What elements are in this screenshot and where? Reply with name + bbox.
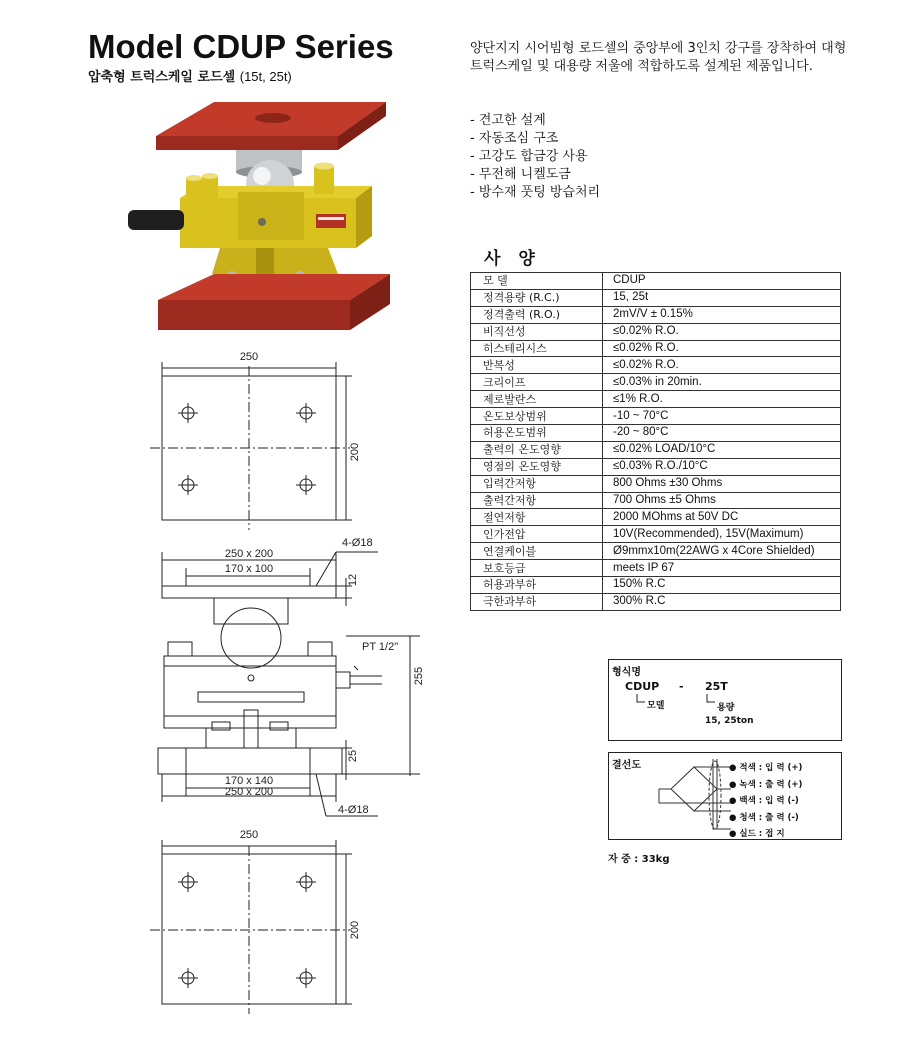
spec-label: 정격출력 (R.O.) bbox=[471, 306, 603, 323]
spec-row bbox=[471, 306, 841, 323]
spec-row bbox=[471, 593, 841, 610]
spec-row bbox=[471, 340, 841, 357]
feature-list bbox=[470, 112, 600, 202]
spec-label: 인가전압 bbox=[471, 526, 603, 543]
spec-value: Ø9mmx10m(22AWG x 4Core Shielded) bbox=[603, 543, 841, 560]
dim-top-height: 200 bbox=[349, 442, 361, 462]
spec-row bbox=[471, 323, 841, 340]
spec-label: 연결케이블 bbox=[471, 543, 603, 560]
spec-label: 허용온도범위 bbox=[471, 425, 603, 442]
feature-item: - 자동조심 구조 bbox=[470, 131, 559, 146]
wire-color: 백색 bbox=[739, 796, 756, 806]
feature-item: - 견고한 설계 bbox=[470, 113, 546, 128]
wire-sep: : bbox=[758, 796, 763, 806]
spec-value: 800 Ohms ±30 Ohms bbox=[603, 475, 841, 492]
dim-bottom-thickness: 25 bbox=[347, 749, 359, 763]
spec-value: 300% R.C bbox=[603, 593, 841, 610]
spec-row bbox=[471, 289, 841, 306]
spec-label: 비직선성 bbox=[471, 323, 603, 340]
capacity-values: 15, 25ton bbox=[705, 716, 754, 726]
model-dash: - bbox=[679, 680, 684, 693]
spec-label: 히스테리시스 bbox=[471, 340, 603, 357]
spec-label: 보호등급 bbox=[471, 560, 603, 577]
spec-row bbox=[471, 543, 841, 560]
dim-total-height: 255 bbox=[413, 666, 425, 686]
spec-value: ≤0.02% R.O. bbox=[603, 357, 841, 374]
subtitle-capacity: (15t, 25t) bbox=[239, 69, 292, 84]
wire-role: 출 력 (-) bbox=[765, 812, 799, 823]
wire-sep: : bbox=[758, 812, 763, 823]
wire-row: ● 청색 : 출 력 (-) bbox=[729, 812, 799, 823]
feature-item: - 고강도 합금강 사용 bbox=[470, 149, 588, 164]
model-code: CDUP bbox=[625, 680, 660, 693]
wire-color: 녹색 bbox=[739, 779, 756, 790]
spec-row bbox=[471, 391, 841, 408]
technical-drawing bbox=[120, 340, 440, 1020]
spec-value: ≤0.02% R.O. bbox=[603, 340, 841, 357]
wire-role: 입 력 (-) bbox=[765, 796, 799, 806]
model-designation-box bbox=[608, 659, 842, 741]
spec-value: ≤0.03% in 20min. bbox=[603, 374, 841, 391]
spec-value: ≤1% R.O. bbox=[603, 391, 841, 408]
spec-label: 절연저항 bbox=[471, 509, 603, 526]
spec-value: 2mV/V ± 0.15% bbox=[603, 306, 841, 323]
spec-row bbox=[471, 425, 841, 442]
spec-label: 극한과부하 bbox=[471, 593, 603, 610]
self-weight: 자 중 : 33kg bbox=[608, 854, 670, 865]
dim-top-width: 250 bbox=[239, 351, 259, 363]
dim-thread: PT 1/2" bbox=[362, 641, 399, 653]
dim-top-thickness: 12 bbox=[347, 573, 359, 587]
spec-label: 입력간저항 bbox=[471, 475, 603, 492]
spec-row bbox=[471, 492, 841, 509]
spec-value: 700 Ohms ±5 Ohms bbox=[603, 492, 841, 509]
wire-color: 적색 bbox=[739, 763, 756, 773]
dim-top-holes: 170 x 100 bbox=[224, 563, 274, 575]
wire-row: ● 녹색 : 출 력 (+) bbox=[729, 779, 803, 790]
spec-value: 150% R.C bbox=[603, 577, 841, 594]
feature-item: - 무전해 니켈도금 bbox=[470, 167, 571, 182]
spec-row bbox=[471, 357, 841, 374]
spec-value: -20 ~ 80°C bbox=[603, 425, 841, 442]
wiring-diagram-box bbox=[608, 752, 842, 840]
spec-label: 출력의 온도영향 bbox=[471, 441, 603, 458]
page-title: Model CDUP Series bbox=[88, 28, 394, 65]
spec-row bbox=[471, 577, 841, 594]
spec-value: 2000 MOhms at 50V DC bbox=[603, 509, 841, 526]
dim-bottom-holes: 170 x 140 bbox=[224, 775, 274, 787]
spec-value: CDUP bbox=[603, 273, 841, 290]
dim-bottom-plate: 250 x 200 bbox=[224, 786, 274, 798]
spec-row bbox=[471, 273, 841, 290]
bridge-circuit-diagram bbox=[649, 759, 739, 837]
wire-role: 출 력 (+) bbox=[765, 779, 803, 790]
wire-row: ● 적색 : 입 력 (+) bbox=[729, 763, 803, 773]
wire-row: ● 실드 : 접 지 bbox=[729, 829, 785, 839]
model-label: 모델 bbox=[647, 701, 665, 711]
spec-row bbox=[471, 526, 841, 543]
wire-color: 실드 bbox=[739, 829, 756, 839]
dim-top-hole-dia: 4-Ø18 bbox=[342, 537, 373, 549]
wire-role: 입 력 (+) bbox=[765, 763, 803, 773]
spec-label: 허용과부하 bbox=[471, 577, 603, 594]
wiring-legend bbox=[729, 760, 802, 843]
spec-value: 15, 25t bbox=[603, 289, 841, 306]
spec-label: 제로발란스 bbox=[471, 391, 603, 408]
spec-heading: 사 양 bbox=[484, 249, 541, 269]
feature-item: - 방수재 풋팅 방습처리 bbox=[470, 185, 601, 200]
spec-row bbox=[471, 374, 841, 391]
wire-sep: : bbox=[758, 763, 763, 773]
spec-table bbox=[470, 272, 841, 611]
spec-row bbox=[471, 441, 841, 458]
dim-bottom-width: 250 bbox=[239, 829, 259, 841]
spec-value: ≤0.02% R.O. bbox=[603, 323, 841, 340]
page-subtitle bbox=[88, 66, 292, 85]
subtitle-text: 압축형 트럭스케일 로드셀 bbox=[88, 70, 236, 85]
spec-row bbox=[471, 475, 841, 492]
spec-row bbox=[471, 408, 841, 425]
spec-label: 모 델 bbox=[471, 273, 603, 290]
model-capacity-code: 25T bbox=[705, 680, 728, 693]
spec-label: 출력간저항 bbox=[471, 492, 603, 509]
wire-role: 접 지 bbox=[765, 829, 785, 839]
capacity-label: 용량 bbox=[717, 703, 735, 713]
intro-text: 양단지지 시어빔형 로드셀의 중앙부에 3인치 강구를 장착하여 대형트럭스케일 및 대용량 저울에 적합하도록 설계된 제품입니다. bbox=[470, 41, 847, 74]
spec-row bbox=[471, 509, 841, 526]
product-photo bbox=[128, 98, 398, 333]
wire-sep: : bbox=[758, 779, 763, 790]
wire-color: 청색 bbox=[739, 812, 756, 823]
spec-label: 온도보상범위 bbox=[471, 408, 603, 425]
wire-row: ● 백색 : 입 력 (-) bbox=[729, 796, 799, 806]
dim-top-plate: 250 x 200 bbox=[224, 548, 274, 560]
dim-bottom-height: 200 bbox=[349, 920, 361, 940]
dim-bottom-hole-dia: 4-Ø18 bbox=[338, 804, 369, 816]
spec-value: ≤0.02% LOAD/10°C bbox=[603, 441, 841, 458]
spec-row bbox=[471, 458, 841, 475]
spec-value: -10 ~ 70°C bbox=[603, 408, 841, 425]
spec-value: meets IP 67 bbox=[603, 560, 841, 577]
spec-value: ≤0.03% R.O./10°C bbox=[603, 458, 841, 475]
wiring-title: 결선도 bbox=[612, 760, 641, 771]
spec-value: 10V(Recommended), 15V(Maximum) bbox=[603, 526, 841, 543]
spec-label: 영점의 온도영향 bbox=[471, 458, 603, 475]
spec-label: 정격용량 (R.C.) bbox=[471, 289, 603, 306]
spec-label: 반복성 bbox=[471, 357, 603, 374]
wire-sep: : bbox=[758, 829, 763, 839]
model-box-title: 형식명 bbox=[612, 667, 641, 678]
spec-row bbox=[471, 560, 841, 577]
spec-label: 크리이프 bbox=[471, 374, 603, 391]
